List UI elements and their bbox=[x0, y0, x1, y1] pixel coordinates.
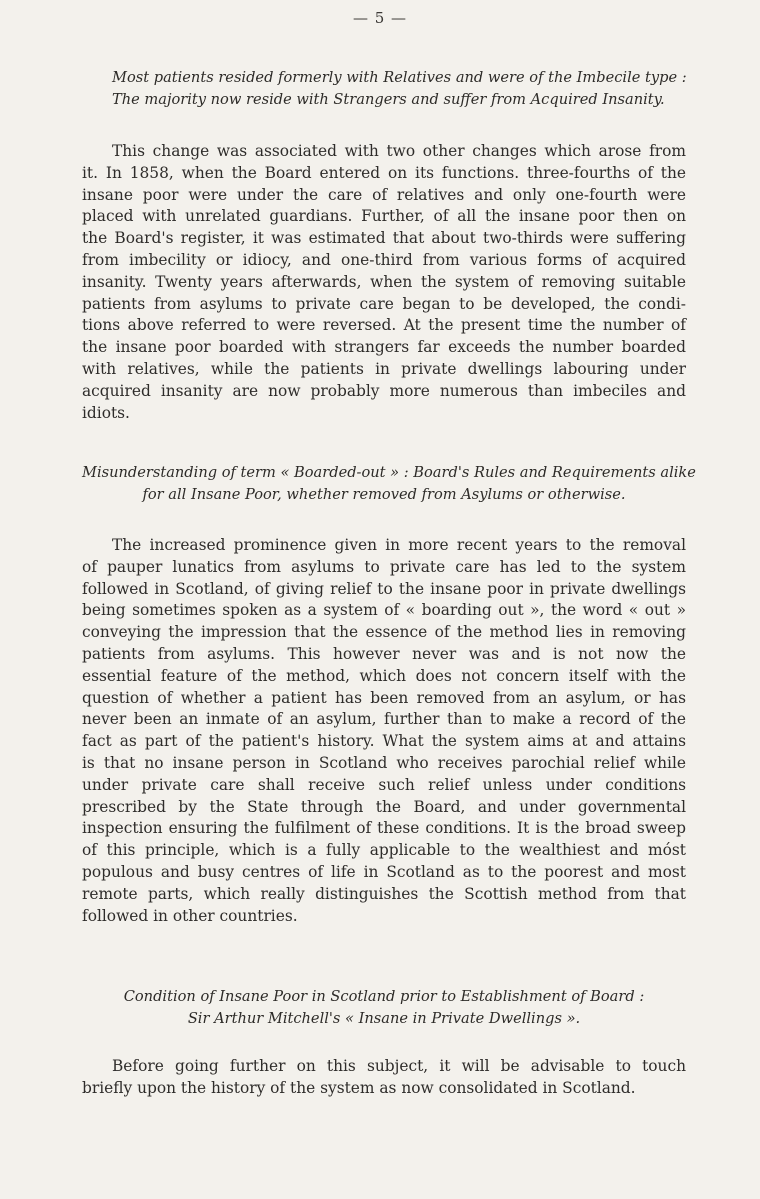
paragraph-line: conveying the impression that the essence of the method lies in removing bbox=[82, 623, 686, 642]
heading-line: for all Insane Poor, whether removed from Asylums or otherwise. bbox=[142, 486, 626, 503]
paragraph-line: never been an inmate of an asylum, further than to make a record of the bbox=[82, 710, 686, 729]
section-heading-patients bbox=[112, 67, 687, 111]
heading-line: Sir Arthur Mitchell's « Insane in Private Dwellings ». bbox=[187, 1010, 581, 1027]
paragraph-line: of pauper lunatics from asylums to private care has led to the system bbox=[82, 557, 686, 576]
paragraph-line: populous and busy centres of life in Scotland as to the poorest and most bbox=[82, 862, 686, 881]
paragraph-line: prescribed by the State through the Board, and under governmental bbox=[82, 797, 686, 816]
paragraph-line: Before going further on this subject, it will be advisable to touch bbox=[112, 1057, 686, 1075]
paragraph-line: with relatives, while the patients in private dwellings labouring under bbox=[82, 359, 686, 378]
paragraph-line: under private care shall receive such relief unless under conditions bbox=[82, 775, 686, 794]
paragraph-line: acquired insanity are now probably more numerous than imbeciles and bbox=[82, 381, 686, 400]
paragraph-line: is that no insane person in Scotland who receives parochial relief while bbox=[82, 753, 686, 772]
paragraph-line: idiots. bbox=[82, 403, 130, 422]
page-number: — 5 — bbox=[352, 9, 408, 27]
paragraph-line: followed in other countries. bbox=[82, 906, 298, 925]
paragraph-line: patients from asylums to private care began to be developed, the condi- bbox=[82, 294, 686, 313]
paragraph-line: placed with unrelated guardians. Further, of all the insane poor then on bbox=[82, 207, 686, 226]
paragraph-line: essential feature of the method, which does not concern itself with the bbox=[82, 666, 686, 685]
paragraph-line: The increased prominence given in more recent years to the removal bbox=[112, 536, 686, 554]
paragraph-line: tions above referred to were reversed. At the present time the number of bbox=[82, 316, 686, 335]
heading-line: Misunderstanding of term « Boarded-out » : Board's Rules and Requirements alike bbox=[82, 464, 696, 481]
paragraph-line: patients from asylums. This however never was and is not now the bbox=[82, 644, 686, 663]
paragraph-line: the insane poor boarded with strangers far exceeds the number boarded bbox=[82, 338, 686, 357]
section-heading-condition bbox=[82, 986, 686, 1030]
paragraph-line: briefly upon the history of the system as now consolidated in Scotland. bbox=[82, 1078, 636, 1097]
paragraph-line: from imbecility or idiocy, and one-third from various forms of acquired bbox=[82, 250, 686, 269]
paragraph-line: remote parts, which really distinguishes the Scottish method from that bbox=[82, 884, 686, 903]
paragraph-history bbox=[82, 1056, 686, 1100]
paragraph-line: of this principle, which is a fully applicable to the wealthiest and móst bbox=[82, 841, 686, 860]
section-heading-misunderstanding bbox=[82, 462, 696, 506]
paragraph-line: fact as part of the patient's history. What the system aims at and attains bbox=[82, 732, 686, 751]
heading-line: Condition of Insane Poor in Scotland prior to Establishment of Board : bbox=[123, 988, 645, 1005]
paragraph-line: the Board's register, it was estimated that about two-thirds were suffering bbox=[82, 229, 686, 248]
paragraph-line: being sometimes spoken as a system of « boarding out », the word « out » bbox=[82, 601, 686, 620]
paragraph-line: insane poor were under the care of relatives and only one-fourth were bbox=[82, 185, 686, 204]
heading-line: Most patients resided formerly with Relatives and were of the Imbecile type : bbox=[112, 69, 687, 86]
heading-line: The majority now reside with Strangers and suffer from Acquired Insanity. bbox=[112, 91, 665, 108]
paragraph-line: insanity. Twenty years afterwards, when the system of removing suitable bbox=[82, 272, 686, 291]
paragraph-prominence bbox=[82, 535, 686, 927]
paragraph-line: it. In 1858, when the Board entered on its functions. three-fourths of the bbox=[82, 163, 686, 182]
paragraph-line: inspection ensuring the fulfilment of these conditions. It is the broad sweep bbox=[82, 819, 686, 838]
paragraph-line: question of whether a patient has been removed from an asylum, or has bbox=[82, 688, 686, 707]
paragraph-line: This change was associated with two other changes which arose from bbox=[112, 142, 686, 160]
paragraph-change bbox=[82, 141, 686, 424]
paragraph-line: followed in Scotland, of giving relief to the insane poor in private dwellings bbox=[82, 579, 686, 598]
